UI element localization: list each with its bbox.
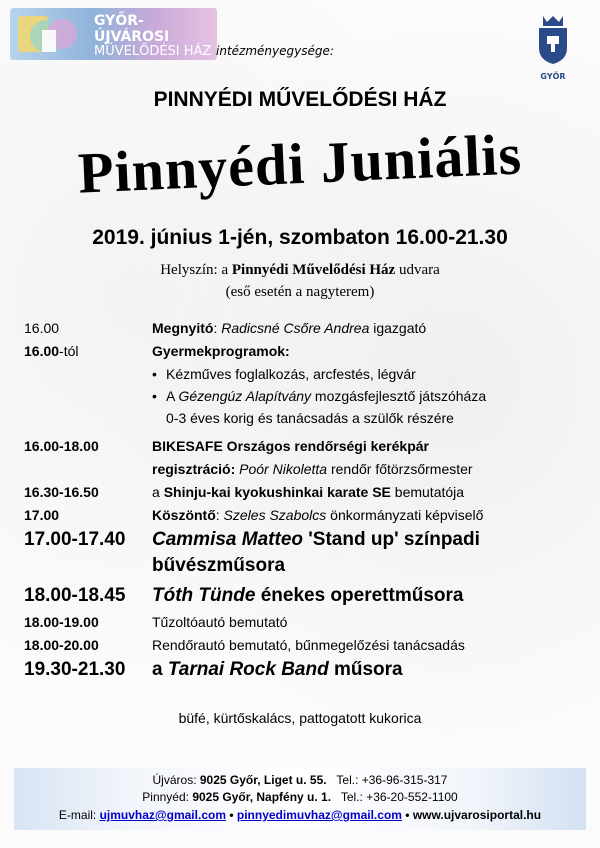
contact-address: 9025 Győr, Liget u. 55. <box>199 773 327 787</box>
venue-prefix: Helyszín: a <box>160 262 232 278</box>
person-name: Poór Nikoletta <box>239 461 328 477</box>
contact-ujvaros <box>14 773 586 787</box>
separator: : <box>215 507 224 523</box>
program-time <box>24 611 152 634</box>
contact-label: Pinnyéd: <box>142 790 193 804</box>
program-text: bemutatója <box>390 484 465 500</box>
contact-pinnyed <box>14 790 586 804</box>
city-crest-icon <box>535 14 571 66</box>
time-start: 17.00 <box>24 507 60 523</box>
program-desc <box>152 435 584 481</box>
venue-line <box>0 259 600 281</box>
contact-phone: Tel.: +36-96-315-317 <box>336 773 448 787</box>
program-time: 16.00 <box>24 320 60 336</box>
program-list <box>24 317 584 683</box>
program-subitem <box>24 407 584 429</box>
website-link[interactable]: www.ujvarosiportal.hu <box>412 808 542 822</box>
spacer <box>24 385 152 407</box>
time-start: 16.00 <box>24 343 60 359</box>
program-text: A <box>166 388 179 404</box>
program-desc: Rendőrautó bemutató, bűnmegelőzési tanácsadás <box>152 637 465 653</box>
program-row <box>24 611 584 634</box>
program-time <box>24 634 152 657</box>
program-text: mozgásfejlesztő játszóháza <box>311 388 487 404</box>
person-name: Radicsné Csőre Andrea <box>221 320 370 336</box>
org-name: Gézengúz Alapítvány <box>178 388 312 404</box>
time-suffix: -tól <box>59 343 79 359</box>
time-range: 16.30-16.50 <box>24 484 99 500</box>
time-range: 16.00-18.00 <box>24 438 99 454</box>
program-item-title: BIKESAFE Országos rendőrségi kerékpár <box>152 438 429 454</box>
logo-shapes-icon <box>16 12 86 56</box>
venue-place: Pinnyédi Művelődési Ház <box>231 262 396 278</box>
program-text: a <box>152 659 168 680</box>
program-row <box>24 435 584 481</box>
program-time <box>24 435 152 481</box>
program-desc <box>152 407 584 429</box>
email-link-ujvaros[interactable]: ujmuvhaz@gmail.com <box>99 808 226 822</box>
program-row <box>24 481 584 504</box>
program-time <box>24 504 152 527</box>
program-time: 17.00-17.40 <box>24 529 126 550</box>
program-time: 18.00-18.45 <box>24 585 126 606</box>
subunit-label: intézményegysége: <box>216 44 334 58</box>
program-desc <box>152 363 584 385</box>
program-text: a <box>152 484 164 500</box>
time-range: 18.00-20.00 <box>24 637 99 653</box>
program-text: 0-3 éves korig és tanácsadás a szülők részére <box>166 410 454 426</box>
program-row <box>24 317 584 340</box>
bullet-icon: • <box>152 388 157 404</box>
contact-online <box>14 808 586 822</box>
program-desc <box>152 317 584 340</box>
program-text: Kézműves foglalkozás, arcfestés, légvár <box>166 366 416 382</box>
program-time: 19.30-21.30 <box>24 659 126 680</box>
program-text: önkormányzati képviselő <box>326 507 484 523</box>
venue-note: (eső esetén a nagyterem) <box>225 284 375 300</box>
person-name: Tóth Tünde <box>152 585 256 606</box>
separator: : <box>213 320 222 336</box>
logo-title: GYŐR-ÚJVÁROSI <box>94 13 170 45</box>
program-row <box>24 583 584 609</box>
email-link-pinnyed[interactable]: pinnyedimuvhaz@gmail.com <box>236 808 402 822</box>
program-row <box>24 657 584 683</box>
program-text: bűvészműsora <box>152 555 286 576</box>
venue-suffix: udvara <box>395 262 440 278</box>
program-time <box>24 340 152 363</box>
org-name: Shinju-kai kyokushinkai karate SE <box>163 484 391 500</box>
program-time <box>24 481 152 504</box>
program-subitem <box>24 363 584 385</box>
program-desc <box>152 504 584 527</box>
event-date: 2019. június 1-jén, szombaton 16.00-21.30 <box>92 226 508 249</box>
time-range: 18.00-19.00 <box>24 614 99 630</box>
program-subitem <box>24 385 584 407</box>
spacer <box>24 407 152 429</box>
program-desc <box>152 385 584 407</box>
program-item-title: Köszöntő <box>152 507 216 523</box>
contact-phone: Tel.: +36-20-552-1100 <box>340 790 458 804</box>
event-title: Pinnyédi Juniális <box>76 121 524 206</box>
spacer <box>24 363 152 385</box>
program-text: 'Stand up' színpadi <box>303 529 480 550</box>
venue <box>0 259 600 303</box>
program-text: igazgató <box>369 320 427 336</box>
city-label: GYŐR <box>540 72 566 81</box>
program-text: műsora <box>328 659 403 680</box>
program-row <box>24 527 584 579</box>
program-row <box>24 504 584 527</box>
institution-logo <box>10 8 217 60</box>
program-desc <box>152 340 584 363</box>
program-desc <box>152 657 584 683</box>
person-name: Cammisa Matteo <box>152 529 303 550</box>
program-row <box>24 340 584 363</box>
person-name: Szeles Szabolcs <box>223 507 327 523</box>
contact-label: E-mail: <box>58 808 100 822</box>
program-text: énekes operettműsora <box>255 585 464 606</box>
program-row <box>24 634 584 657</box>
program-desc: Tűzoltóautó bemutató <box>152 614 288 630</box>
program-desc <box>152 583 584 609</box>
bullet-icon: • <box>152 366 157 382</box>
program-item-title: Gyermekprogramok: <box>152 343 290 359</box>
organization-name: PINNYÉDI MŰVELŐDÉSI HÁZ <box>153 88 447 111</box>
contact-label: Újváros: <box>152 773 200 787</box>
program-text: rendőr főtörzsőrmester <box>327 461 473 477</box>
program-item-title: Megnyitó <box>152 320 214 336</box>
program-item-title: regisztráció: <box>152 461 236 477</box>
logo-subtitle: MŰVELŐDÉSI HÁZ <box>94 44 212 60</box>
separator: • <box>401 808 413 822</box>
program-desc <box>152 481 584 504</box>
contact-footer <box>14 768 586 830</box>
contact-address: 9025 Győr, Napfény u. 1. <box>192 790 332 804</box>
separator: • <box>226 808 237 822</box>
program-desc <box>152 527 584 579</box>
band-name: Tarnai Rock Band <box>167 659 329 680</box>
food-offer: büfé, kürtőskalács, pattogatott kukorica <box>178 710 422 726</box>
